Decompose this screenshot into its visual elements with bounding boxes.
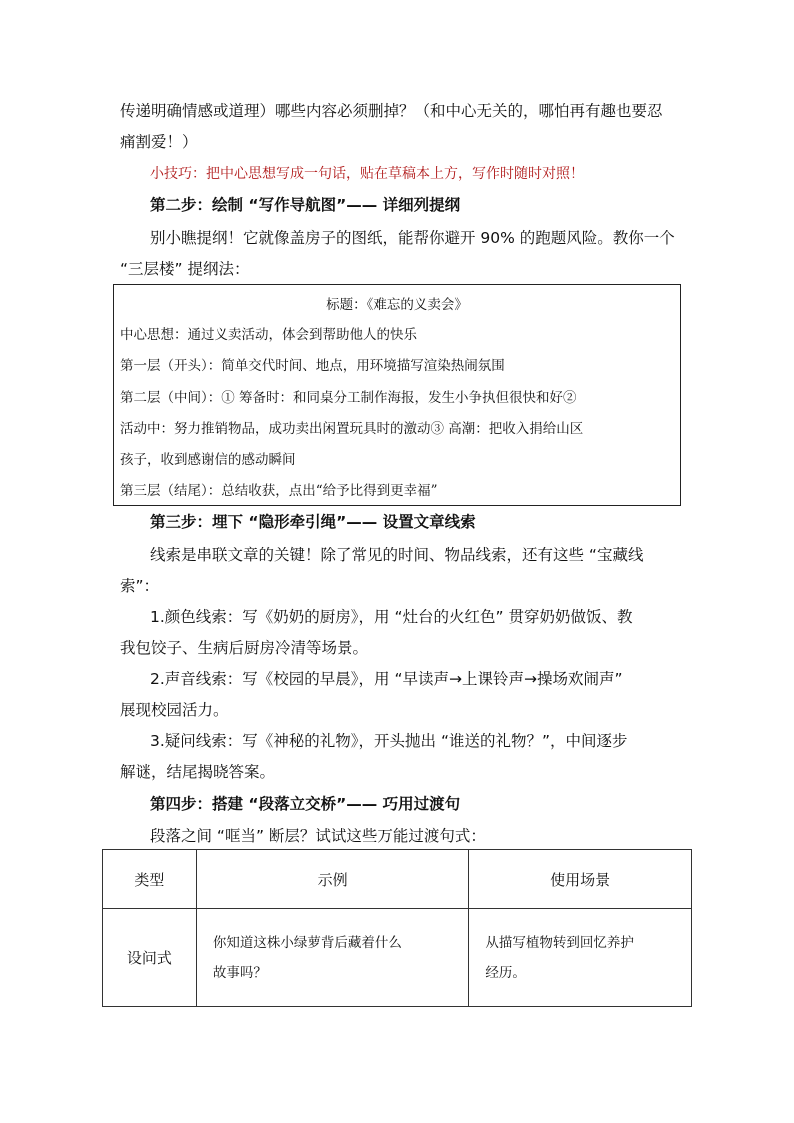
outline-layer3: 第三层（结尾）：总结收获，点出“给予比得到更幸福” xyxy=(120,483,438,499)
cell-type: 设问式 xyxy=(103,909,197,1007)
clue-item: 2.声音线索：写《校园的早晨》，用 “早读声→上课铃声→操场欢闹声” xyxy=(150,670,623,688)
table-row xyxy=(103,909,692,1007)
outline-center-idea: 中心思想：通过义卖活动，体会到帮助他人的快乐 xyxy=(120,327,417,343)
clue-item: 1.颜色线索：写《奶奶的厨房》，用 “灶台的火红色” 贯穿奶奶做饭、教 xyxy=(150,608,633,626)
para-line: “三层楼” 提纲法： xyxy=(120,260,250,278)
para-line: 别小瞧提纲！它就像盖房子的图纸，能帮你避开 90% 的跑题风险。教你一个 xyxy=(150,229,675,247)
cell-scene-line: 从描写植物转到回忆养护 xyxy=(485,934,634,951)
para-line: 线索是串联文章的关键！除了常见的时间、物品线索，还有这些 “宝藏线 xyxy=(150,546,644,564)
cell-scene-line: 经历。 xyxy=(485,964,526,981)
clue-item: 3.疑问线索：写《神秘的礼物》，开头抛出 “谁送的礼物？”，中间逐步 xyxy=(150,732,628,750)
clue-item: 展现校园活力。 xyxy=(120,701,229,719)
cell-scene xyxy=(469,909,692,1007)
column-header: 使用场景 xyxy=(469,850,692,909)
column-header: 示例 xyxy=(196,850,469,909)
clue-item: 解谜，结尾揭晓答案。 xyxy=(120,763,276,781)
outline-layer2: 孩子，收到感谢信的感动瞬间 xyxy=(120,452,296,468)
step3-heading: 第三步：埋下 “隐形牵引绳”—— 设置文章线索 xyxy=(150,513,476,531)
outline-layer1: 第一层（开头）：简单交代时间、地点，用环境描写渲染热闹氛围 xyxy=(120,358,505,374)
para-line: 痛割爱！） xyxy=(120,133,198,151)
clue-item: 我包饺子、生病后厨房冷清等场景。 xyxy=(120,639,369,657)
step4-heading: 第四步：搭建 “段落立交桥”—— 巧用过渡句 xyxy=(150,795,461,813)
outline-layer2: 第二层（中间）：① 筹备时：和同桌分工制作海报，发生小争执但很快和好② xyxy=(120,390,577,406)
outline-box xyxy=(113,284,681,506)
outline-layer2: 活动中：努力推销物品，成功卖出闲置玩具时的激动③ 高潮：把收入捐给山区 xyxy=(120,421,584,437)
column-header: 类型 xyxy=(103,850,197,909)
outline-title: 标题：《难忘的义卖会》 xyxy=(326,297,468,313)
transition-table xyxy=(102,849,692,1007)
cell-example xyxy=(196,909,469,1007)
para-line: 传递明确情感或道理）哪些内容必须删掉？（和中心无关的，哪怕再有趣也要忍 xyxy=(120,102,663,120)
para-line: 段落之间 “哐当” 断层？试试这些万能过渡句式： xyxy=(150,827,486,845)
tip-text: 小技巧：把中心思想写成一句话，贴在草稿本上方，写作时随时对照！ xyxy=(150,166,584,182)
table-header-row xyxy=(103,850,692,909)
para-line: 索”： xyxy=(120,577,160,595)
cell-example-line: 故事吗？ xyxy=(212,964,267,981)
step2-heading: 第二步：绘制 “写作导航图”—— 详细列提纲 xyxy=(150,196,461,214)
cell-example-line: 你知道这株小绿萝背后藏着什么 xyxy=(212,934,402,951)
